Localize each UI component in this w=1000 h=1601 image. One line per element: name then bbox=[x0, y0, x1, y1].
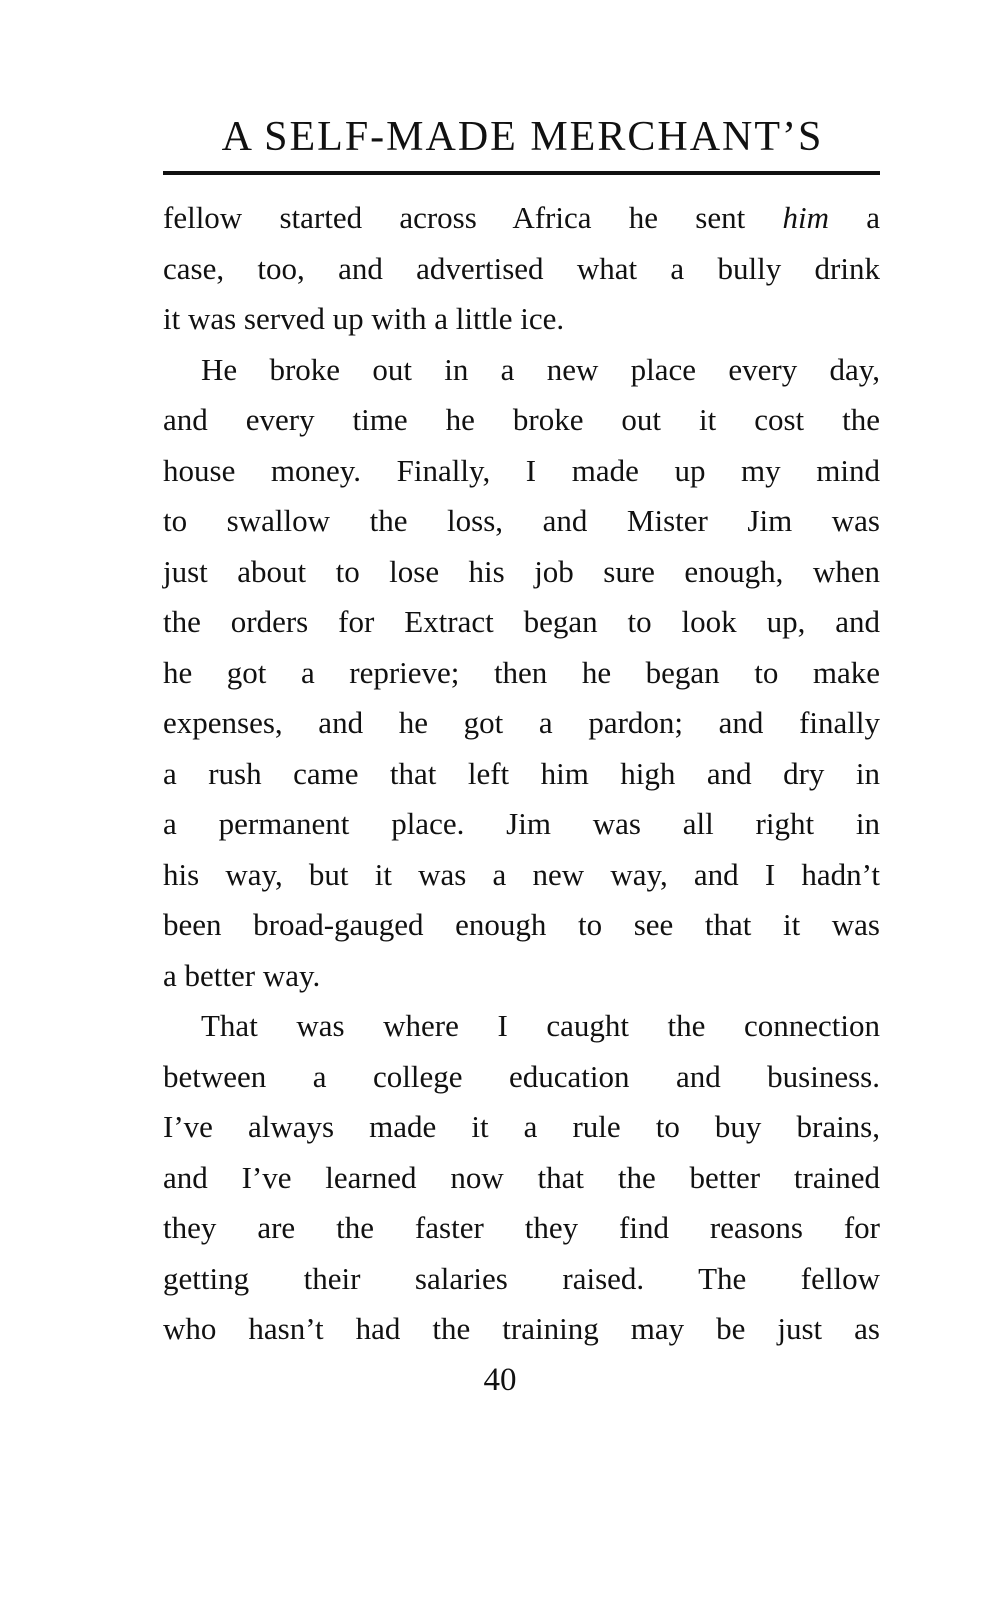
text-line: to swallow the loss, and Mister Jim was bbox=[163, 503, 880, 538]
text-line: a rush came that left him high and dry in bbox=[163, 755, 880, 791]
text-line: and every time he broke out it cost the bbox=[163, 402, 880, 437]
text-line: it was served up with a little ice. bbox=[163, 301, 565, 336]
text-line: He broke out in a new place every day, bbox=[201, 351, 880, 387]
text-line: they are the faster they find reasons for bbox=[163, 1210, 880, 1245]
text-line: I’ve always made it a rule to buy brains, bbox=[163, 1109, 880, 1144]
text-line: expenses, and he got a pardon; and finally bbox=[163, 705, 880, 740]
text-line: getting their salaries raised. The fellow bbox=[163, 1260, 880, 1296]
text-line: a permanent place. Jim was all right in bbox=[163, 806, 880, 841]
text-line: case, too, and advertised what a bully drink bbox=[163, 250, 880, 286]
text-line: been broad-gauged enough to see that it was bbox=[163, 907, 880, 942]
header-rule bbox=[163, 171, 880, 175]
text-line: fellow started across Africa he sent him a bbox=[163, 200, 880, 235]
text-line: That was where I caught the connection bbox=[201, 1008, 880, 1043]
paragraph bbox=[163, 1001, 880, 1355]
text-line: a better way. bbox=[163, 957, 321, 993]
text-line: just about to lose his job sure enough, when bbox=[163, 553, 880, 589]
text-line: between a college education and business. bbox=[163, 1058, 880, 1094]
page-number: 40 bbox=[483, 1362, 517, 1398]
text-line: the orders for Extract began to look up, and bbox=[163, 604, 880, 639]
italic-emphasis: him bbox=[782, 200, 829, 235]
paragraph bbox=[163, 345, 880, 1002]
running-head: A SELF-MADE MERCHANT’S bbox=[221, 114, 824, 160]
paragraph bbox=[163, 193, 880, 345]
body-text bbox=[163, 193, 880, 1355]
text-line: he got a reprieve; then he began to make bbox=[163, 654, 880, 690]
text-line: and I’ve learned now that the better trained bbox=[163, 1159, 880, 1195]
text-line: house money. Finally, I made up my mind bbox=[163, 452, 880, 488]
text-line: his way, but it was a new way, and I hadn’t bbox=[163, 856, 880, 892]
text-line: who hasn’t had the training may be just as bbox=[163, 1311, 880, 1346]
